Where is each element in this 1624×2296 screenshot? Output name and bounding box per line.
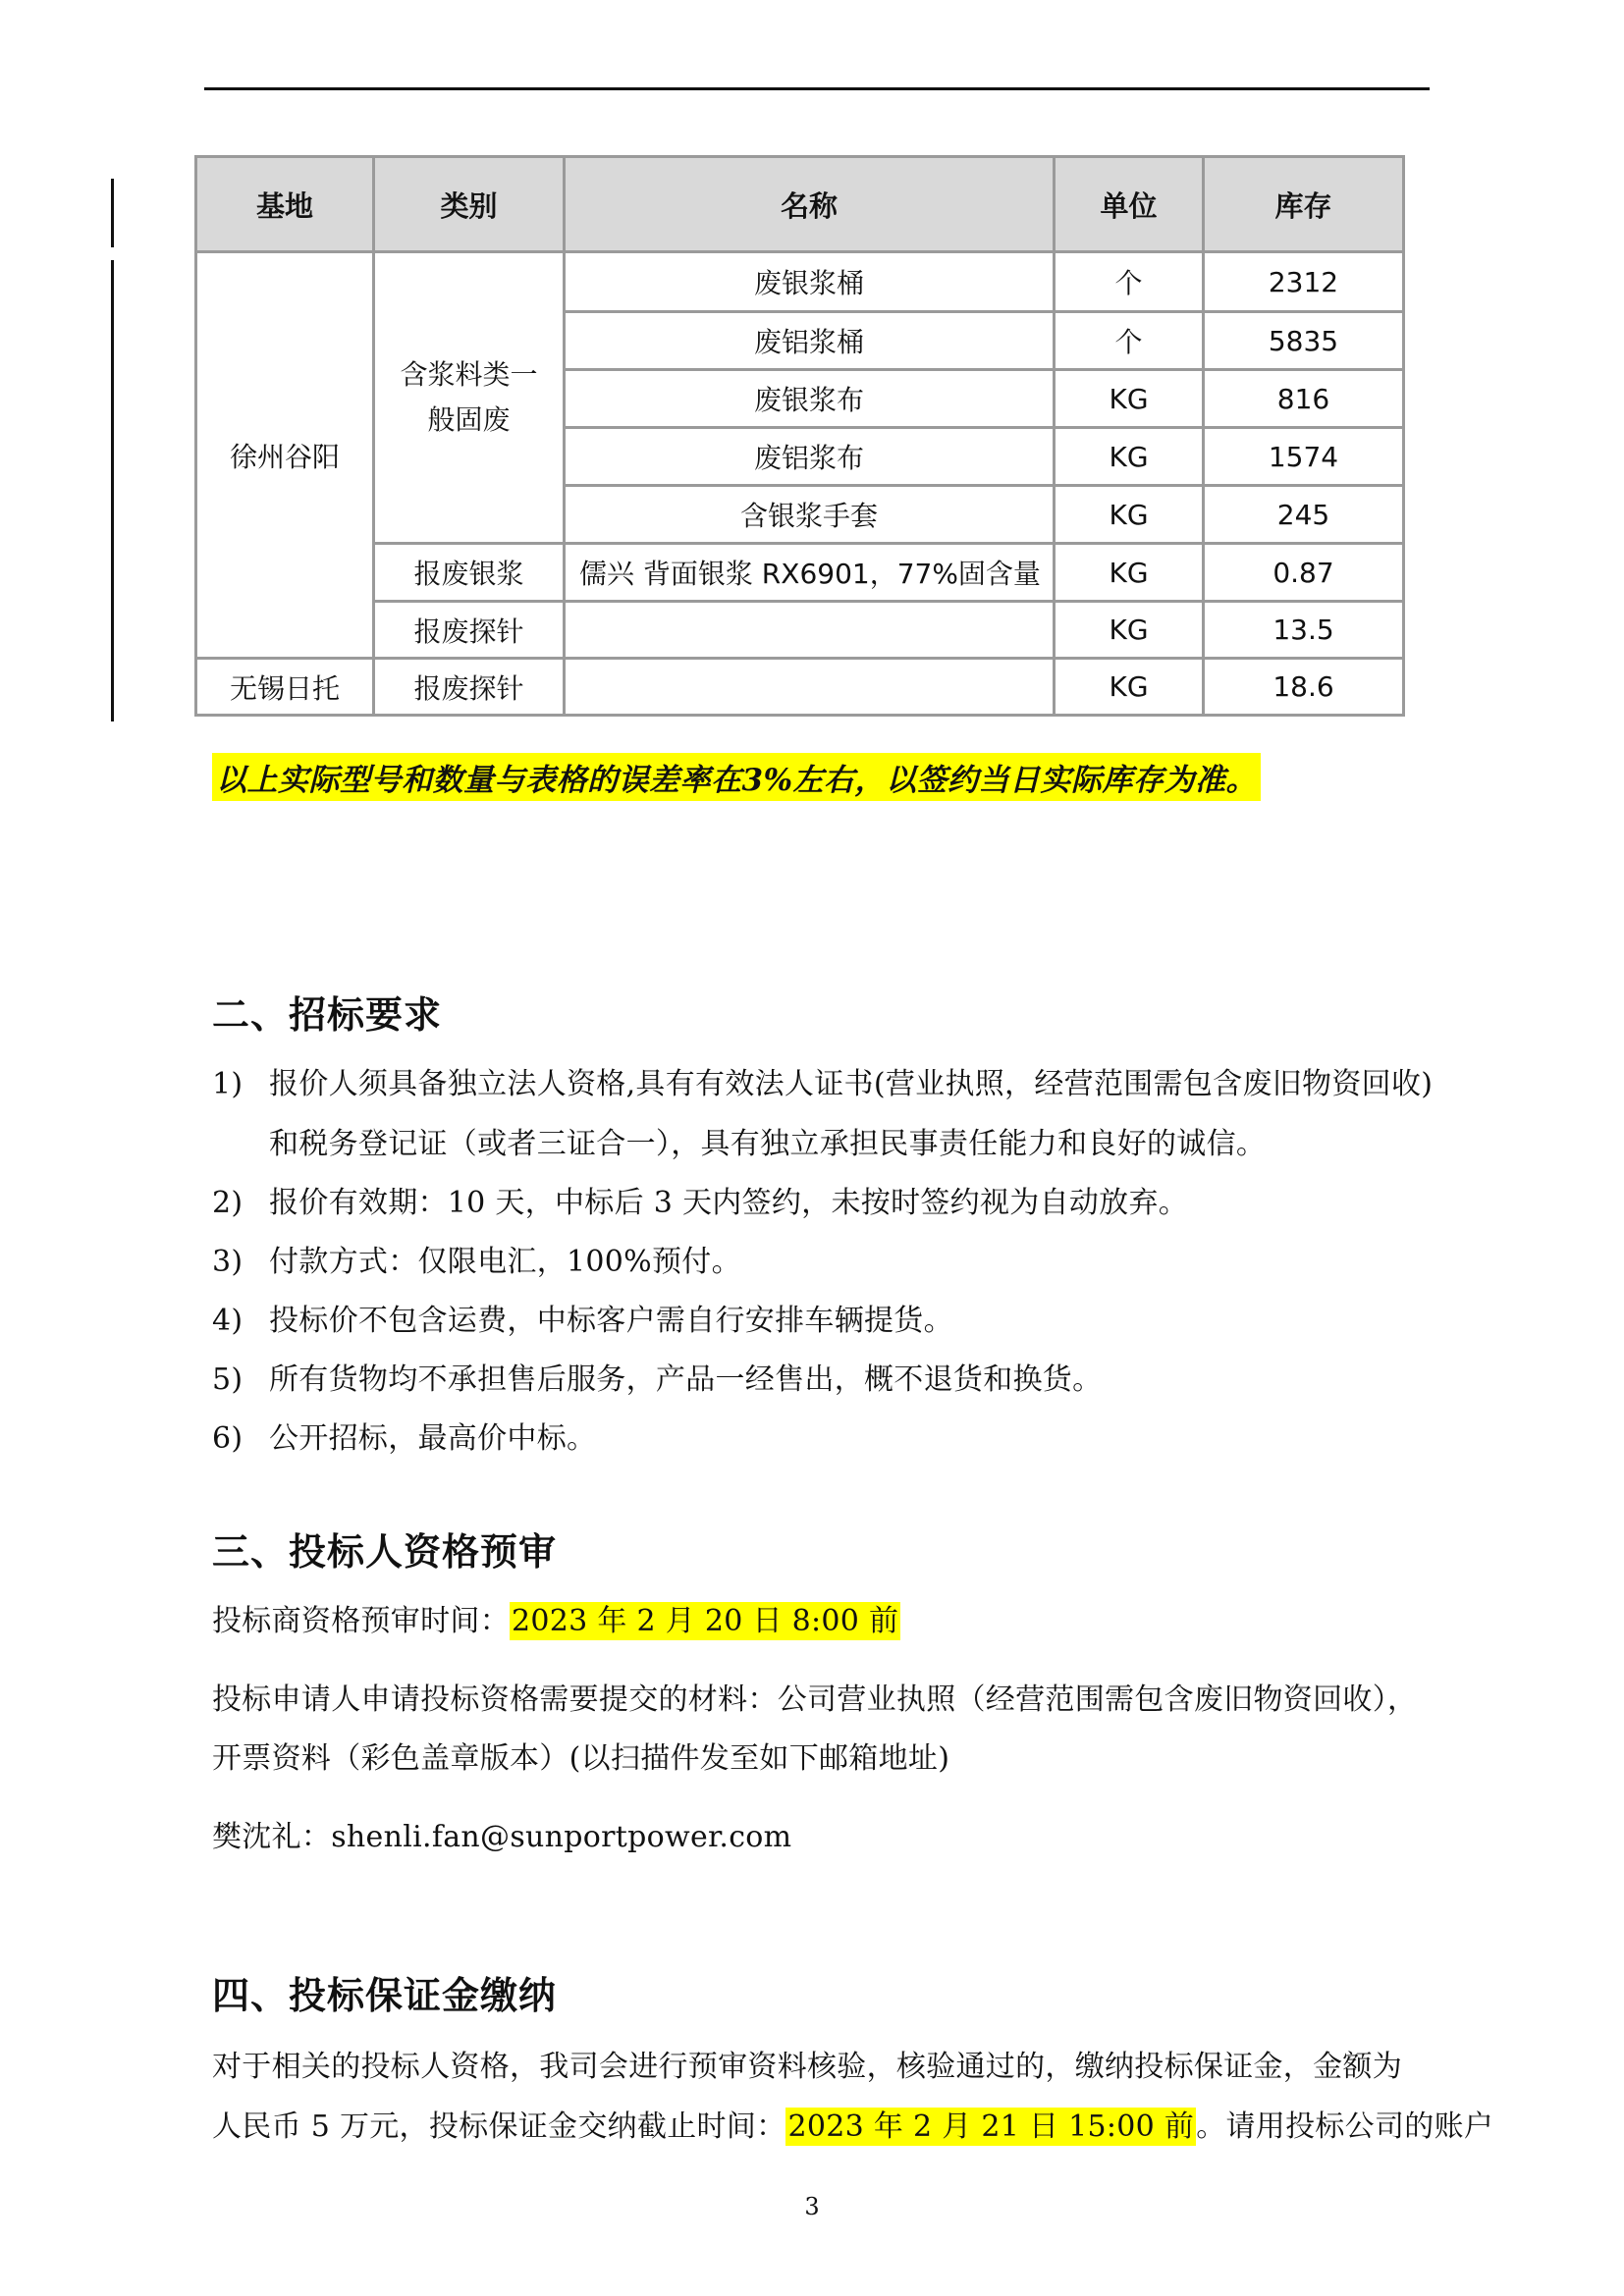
contact-label: 樊沈礼： [212,1820,332,1854]
prequal-time-label: 投标商资格预审时间： [212,1604,510,1638]
list-text: 投标价不包含运费，中标客户需自行安排车辆提货。 [269,1304,953,1338]
materials-line: 开票资料（彩色盖章版本）(以扫描件发至如下邮箱地址) [212,1741,950,1776]
header-rule [204,87,1430,90]
item-qty: 816 [1204,370,1404,428]
inventory-table [194,155,1405,717]
list-item [212,1414,596,1457]
list-text: 报价人须具备独立法人资格,具有有效法人证书(营业执照，经营范围需包含废旧物资回收) [269,1067,1434,1101]
table-row [196,659,1404,716]
list-number: 1) [212,1067,244,1101]
prequal-time-value: 2023 年 2 月 20 日 8:00 前 [512,1604,899,1638]
list-text: 公开招标，最高价中标。 [269,1421,597,1456]
list-number: 6) [212,1421,244,1456]
revision-bar [111,179,114,247]
item-unit: KG [1055,486,1204,544]
item-qty: 1574 [1204,428,1404,486]
inventory-note: 以上实际型号和数量与表格的误差率在3%左右，以签约当日实际库存为准。 [212,753,1261,801]
item-qty: 13.5 [1204,602,1404,659]
section-heading: 二、招标要求 [212,992,443,1037]
category-cell: 含浆料类一般固废 [374,252,565,544]
list-number: 3) [212,1245,244,1279]
header-base: 基地 [196,157,374,252]
paragraph-line [212,2102,1493,2145]
item-unit: KG [1055,370,1204,428]
prequal-time [212,1596,900,1639]
item-name: 废铝浆布 [565,428,1055,486]
page-number: 3 [804,2193,820,2220]
category-cell: 报废探针 [374,602,565,659]
item-unit: 个 [1055,312,1204,370]
table-row [196,602,1404,659]
header-stock: 库存 [1204,157,1404,252]
materials-line: 投标申请人申请投标资格需要提交的材料：公司营业执照（经营范围需包含废旧物资回收）， [212,1682,1418,1717]
header-name: 名称 [565,157,1055,252]
revision-bar [111,260,114,721]
paragraph-line: 对于相关的投标人资格，我司会进行预审资料核验，核验通过的，缴纳投标保证金，金额为 [212,2050,1402,2084]
item-qty: 2312 [1204,252,1404,312]
item-name [565,659,1055,716]
category-cell: 报废银浆 [374,544,565,602]
deposit-deadline: 2023 年 2 月 21 日 15:00 前 [787,2109,1195,2144]
item-qty: 5835 [1204,312,1404,370]
header-category: 类别 [374,157,565,252]
list-text: 报价有效期：10 天，中标后 3 天内签约，未按时签约视为自动放弃。 [269,1186,1189,1220]
item-name: 废铝浆桶 [565,312,1055,370]
list-item [212,1059,1433,1102]
list-text: 所有货物均不承担售后服务，产品一经售出，概不退货和换货。 [269,1362,1103,1397]
list-item-continuation: 和税务登记证（或者三证合一），具有独立承担民事责任能力和良好的诚信。 [269,1127,1267,1161]
item-unit: KG [1055,602,1204,659]
item-unit: KG [1055,544,1204,602]
list-item [212,1237,741,1280]
item-unit: KG [1055,659,1204,716]
list-number: 5) [212,1362,244,1397]
item-name: 废银浆桶 [565,252,1055,312]
list-number: 4) [212,1304,244,1338]
table-header-row [196,157,1404,252]
list-item [212,1178,1188,1221]
table-row [196,544,1404,602]
section-heading: 三、投标人资格预审 [212,1529,558,1574]
section-heading: 四、投标保证金缴纳 [212,1973,558,2017]
list-item [212,1296,953,1339]
deposit-text: 人民币 5 万元，投标保证金交纳截止时间： [212,2109,786,2144]
list-item [212,1355,1102,1398]
item-name: 儒兴 背面银浆 RX6901，77%固含量 [565,544,1055,602]
item-qty: 0.87 [1204,544,1404,602]
item-name: 含银浆手套 [565,486,1055,544]
contact-email[interactable]: shenli.fan@sunportpower.com [331,1820,792,1854]
category-cell: 报废探针 [374,659,565,716]
item-name [565,602,1055,659]
item-unit: 个 [1055,252,1204,312]
item-unit: KG [1055,428,1204,486]
item-qty: 18.6 [1204,659,1404,716]
list-text: 付款方式：仅限电汇，100%预付。 [269,1245,741,1279]
item-name: 废银浆布 [565,370,1055,428]
contact-line [212,1812,791,1855]
header-unit: 单位 [1055,157,1204,252]
item-qty: 245 [1204,486,1404,544]
deposit-text-tail: 。请用投标公司的账户 [1196,2109,1494,2144]
base-cell: 无锡日托 [196,659,374,716]
base-cell: 徐州谷阳 [196,252,374,659]
list-number: 2) [212,1186,244,1220]
table-row [196,252,1404,312]
